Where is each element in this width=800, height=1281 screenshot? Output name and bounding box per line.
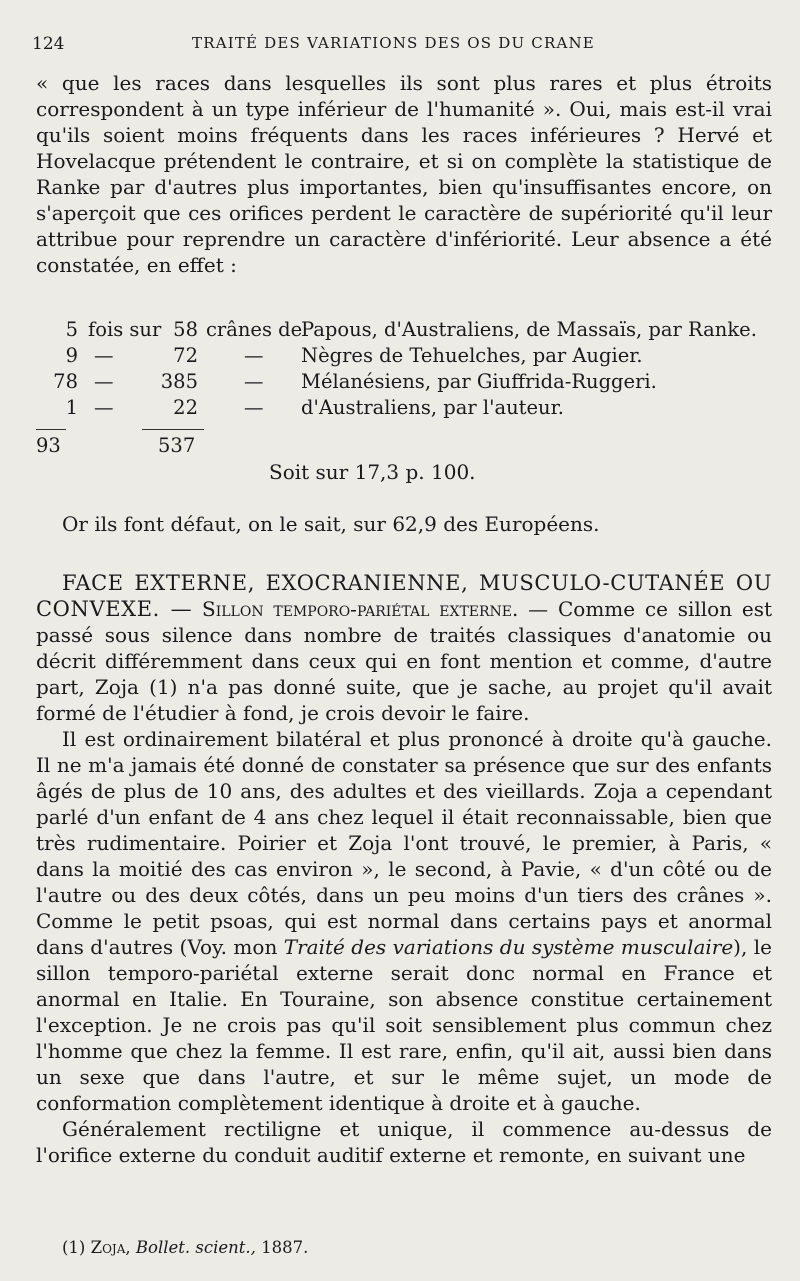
table-row bbox=[36, 396, 776, 422]
absence-count: 5 bbox=[65, 318, 78, 341]
absence-count: 1 bbox=[65, 396, 78, 419]
paragraph: « que les races dans lesquelles ils sont plus rares et plus étroits correspondent à un type inférieur de l'humanité ». Oui, mais est-il vrai qu'ils soient moins fréquents dans les races inférieures ? Hervé et Hovelacque prétendent le contraire, et si on complète la statistique de Ranke par d'autres plus importantes, bien qu'insuffisantes encore, on s'aperçoit que ces orifices perdent le caractère de supériorité qu'il leur attribue pour reprendre un caractère d'infériorité. Leur absence a été constatée, en effet : bbox=[36, 71, 772, 277]
ditto-mark: — bbox=[244, 344, 264, 367]
population-source: Papous, d'Australiens, de Massaïs, par Ranke. bbox=[301, 318, 757, 341]
table-row bbox=[36, 344, 776, 370]
sum-rule bbox=[36, 429, 66, 430]
footnote bbox=[62, 1238, 308, 1257]
table-row bbox=[36, 318, 776, 344]
sum-count: 93 bbox=[36, 434, 61, 457]
paragraph: Généralement rectiligne et unique, il commence au-dessus de l'orifice externe du conduit auditif externe et remonte, en suivant une bbox=[36, 1117, 772, 1167]
section-intro: Comme ce sillon est passé sous silence dans nombre de traités classiques d'anatomie ou décrit différemment dans ceux qui en font mention et comme, d'autre part, Zoja (1) n'a pas donné suite, que je sache, au projet qu'il avait formé de l'étudier à fond, je crois devoir le faire. bbox=[36, 597, 773, 725]
ditto-mark: — bbox=[94, 396, 114, 419]
section-heading: FACE EXTERNE, EXOCRANIENNE, MUSCULO-CUTANÉE OU CONVEXE. — bbox=[36, 571, 772, 621]
row-label: fois sur bbox=[88, 318, 162, 341]
footnote-year: 1887. bbox=[261, 1238, 309, 1257]
ditto-mark: — bbox=[244, 396, 264, 419]
sum-row bbox=[36, 434, 776, 460]
running-title: TRAITÉ DES VARIATIONS DES OS DU CRANE bbox=[192, 34, 595, 52]
page-number: 124 bbox=[32, 34, 65, 54]
population-source: d'Australiens, par l'auteur. bbox=[301, 396, 564, 419]
section-paragraph bbox=[36, 570, 772, 726]
europeans-line: Or ils font défaut, on le sait, sur 62,9 des Européens. bbox=[62, 512, 600, 536]
ditto-mark: — bbox=[94, 370, 114, 393]
table-row bbox=[36, 370, 776, 396]
skull-total: 385 bbox=[160, 370, 198, 393]
running-head bbox=[0, 34, 800, 56]
skull-total: 22 bbox=[173, 396, 198, 419]
subsection-heading: Sillon temporo-pariétal externe. — bbox=[202, 597, 549, 621]
body-text-section bbox=[36, 570, 772, 1168]
ditto-mark: — bbox=[94, 344, 114, 367]
paragraph: Il est ordinairement bilatéral et plus prononcé à droite qu'à gauche. Il ne m'a jamais été donné de constater sa présence que sur des enfants âgés de plus de 10 ans, des adultes et des vieillards. Zoja a cependant parlé d'un enfant de 4 ans chez lequel il était reconnaissable, bien que très rudimentaire. Poirier et Zoja l'ont trouvé, le premier, à Paris, « dans la moitié des cas environ », le second, à Pavie, « d'un côté ou de l'autre ou des deux côtés, dans un peu moins d'un tiers des crânes ». Comme le petit psoas, qui est normal dans certains pays et anormal dans d'autres (Voy. mon Traité des variations du système musculaire), le sillon temporo-pariétal externe serait donc normal en France et anormal en Italie. En Touraine, son absence constitue certainement l'exception. Je ne crois pas qu'il soit sensiblement plus commun chez l'homme que chez la femme. Il est rare, enfin, qu'il ait, aussi bien dans un sexe que dans l'autre, et sur le même sujet, un mode de conformation complètement identique à droite et à gauche. bbox=[36, 727, 773, 1115]
absence-count: 78 bbox=[53, 370, 78, 393]
sum-rule bbox=[142, 429, 204, 430]
population-source: Mélanésiens, par Giuffrida-Ruggeri. bbox=[301, 370, 657, 393]
skull-total: 72 bbox=[173, 344, 198, 367]
footnote-source: Bollet. scient., bbox=[135, 1238, 256, 1257]
sum-total: 537 bbox=[158, 434, 196, 457]
row-label: crânes de bbox=[206, 318, 303, 341]
italic-title: Traité des variations du système musculaire bbox=[283, 935, 734, 959]
body-text-top bbox=[36, 70, 772, 278]
population-source: Nègres de Tehuelches, par Augier. bbox=[301, 344, 643, 367]
footnote-author: Zoja, bbox=[90, 1238, 131, 1257]
skull-total: 58 bbox=[173, 318, 198, 341]
absence-count: 9 bbox=[65, 344, 78, 367]
footnote-marker: (1) bbox=[62, 1238, 86, 1257]
result-line: Soit sur 17,3 p. 100. bbox=[269, 460, 476, 484]
ditto-mark: — bbox=[244, 370, 264, 393]
